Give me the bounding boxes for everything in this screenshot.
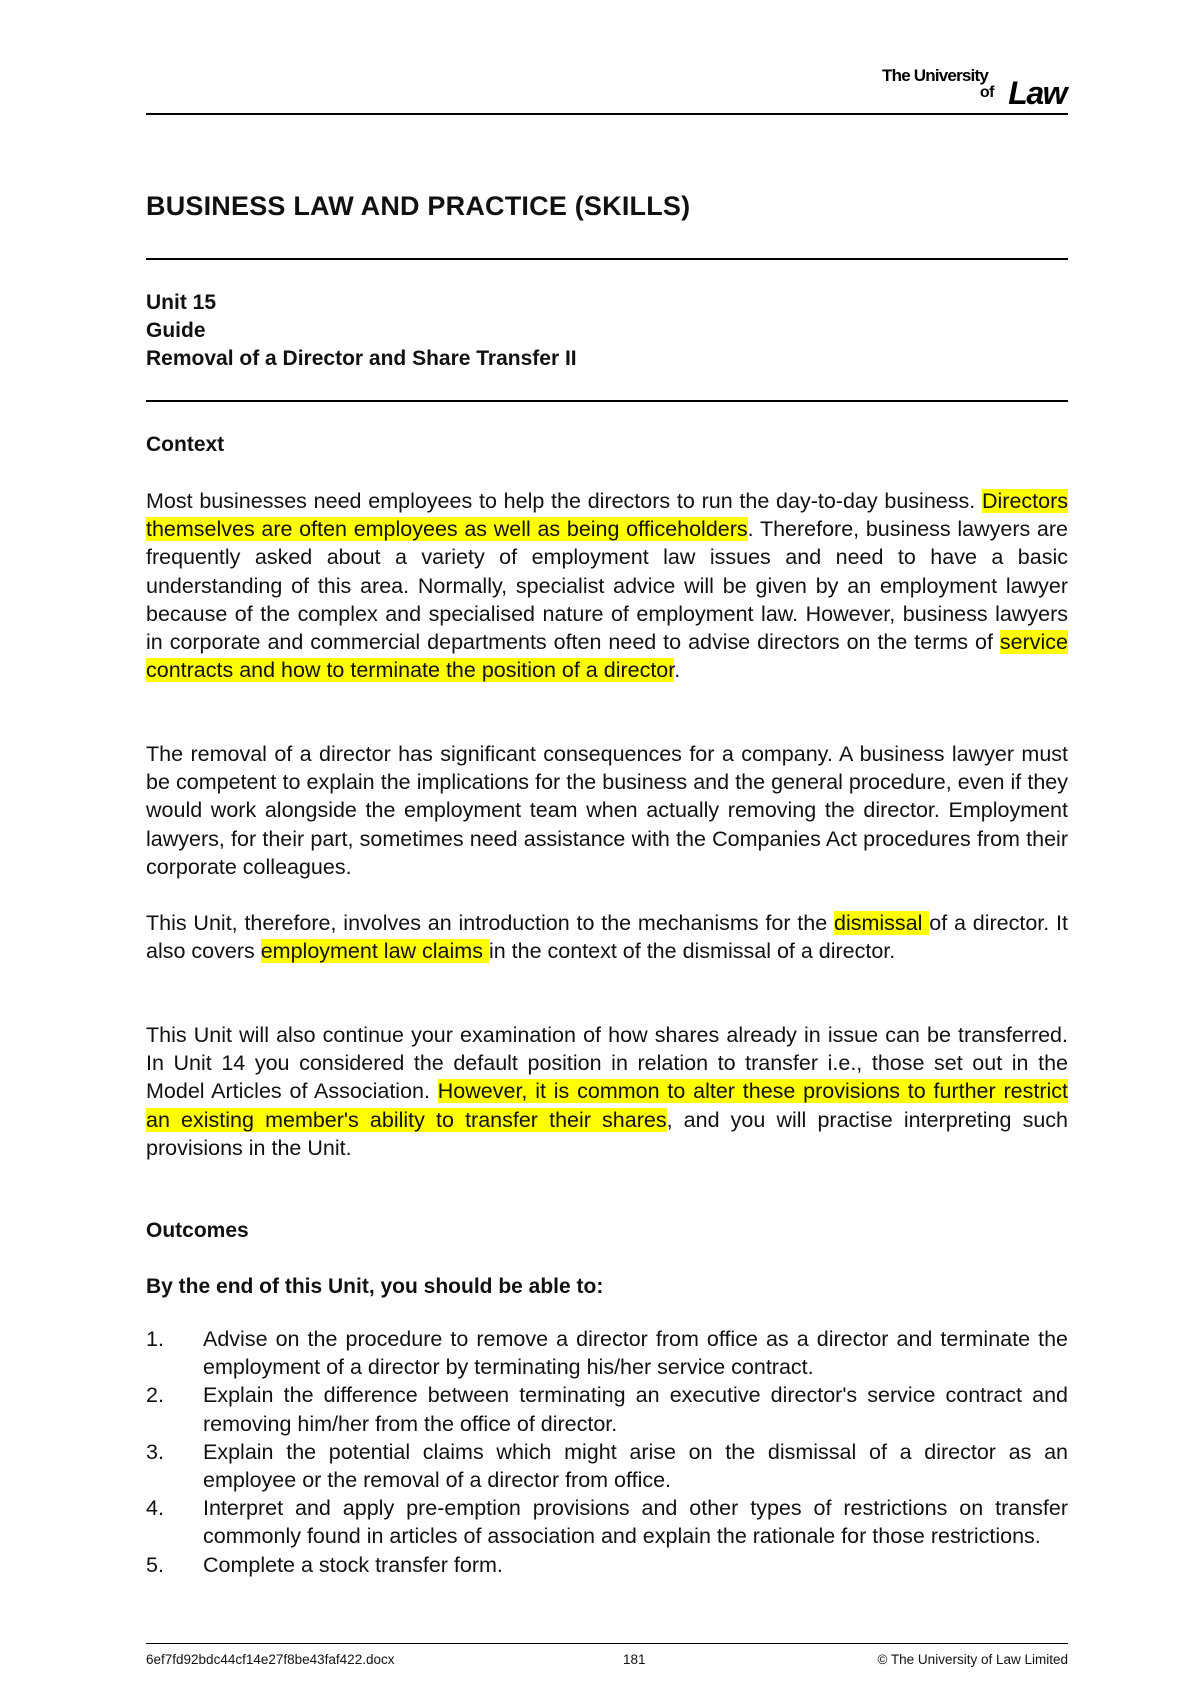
- list-item: [146, 1381, 1068, 1437]
- university-of-law-logo: [866, 66, 1066, 111]
- unit-rule: [146, 400, 1068, 402]
- unit-subject: Removal of a Director and Share Transfer II: [146, 347, 577, 370]
- paragraph-text: . Therefore, business lawyers are frequently asked about a variety of employment law issues and need to have a basic understanding of this area. Normally, specialist advice will be given by an employment lawyer because of the complex and specialised nature of employment law. However, business lawyers in corporate and commercial departments often need to advise directors on the terms of: [146, 517, 1068, 655]
- document-title: BUSINESS LAW AND PRACTICE (SKILLS): [146, 191, 691, 221]
- list-item-text: Complete a stock transfer form.: [203, 1552, 503, 1577]
- paragraph-text: This Unit, therefore, involves an introduction to the mechanisms for the: [146, 911, 835, 935]
- title-rule: [146, 258, 1068, 260]
- list-item-text: Advise on the procedure to remove a director from office as a director and terminate the employment of a director by terminating his/her service contract.: [203, 1327, 1068, 1380]
- context-paragraph-1: [146, 487, 1068, 684]
- paragraph-text: of a director. It also covers: [146, 911, 1068, 964]
- highlighted-text: Directors themselves are often employees as well as being officeholders: [146, 489, 1068, 542]
- list-item: [146, 1494, 1068, 1550]
- context-heading: Context: [146, 433, 225, 456]
- outcomes-intro: By the end of this Unit, you should be able to:: [146, 1275, 604, 1298]
- list-item-number: 5.: [146, 1552, 164, 1577]
- list-item-text: Explain the difference between terminating an executive director's service contract and removing him/her from the office of director.: [203, 1383, 1068, 1436]
- list-item-number: 3.: [146, 1439, 164, 1464]
- highlighted-text: However, it is common to alter these provisions to further restrict an existing member's ability to transfer their shares: [146, 1079, 1068, 1132]
- logo-line-university: The University: [882, 66, 988, 85]
- highlighted-text: service contracts and how to terminate the position of a director: [146, 630, 1068, 683]
- outcomes-list: [146, 1325, 1068, 1579]
- list-item-number: 4.: [146, 1496, 164, 1521]
- list-item: [146, 1438, 1068, 1494]
- context-paragraph-4: [146, 1021, 1068, 1162]
- list-item-text: Interpret and apply pre-emption provisions and other types of restrictions on transfer commonly found in articles of association and explain the rationale for those restrictions.: [203, 1496, 1068, 1549]
- unit-type: Guide: [146, 319, 206, 342]
- highlighted-text: employment law claims: [260, 939, 489, 964]
- paragraph-text: in the context of the dismissal of a director.: [488, 939, 896, 964]
- list-item-text: Explain the potential claims which might arise on the dismissal of a director as an employee or the removal of a director from office.: [203, 1439, 1068, 1493]
- context-paragraph-2: The removal of a director has significant consequences for a company. A business lawyer must be competent to explain the implications for the business and the general procedure, even if they would work alongside the employment team when actually removing the director. Employment lawyers, for their part, sometimes need assistance with the Companies Act procedures from their corporate colleagues.: [146, 742, 1068, 879]
- list-item-number: 2.: [146, 1383, 164, 1408]
- outcomes-heading: Outcomes: [146, 1219, 249, 1242]
- paragraph-text: , and you will practise interpreting such provisions in the Unit.: [146, 1107, 1068, 1160]
- list-item: [146, 1551, 1068, 1579]
- footer-page-number: 181: [623, 1652, 646, 1667]
- footer-rule: [146, 1643, 1068, 1644]
- paragraph-text: .: [674, 658, 681, 683]
- paragraph-text: This Unit will also continue your examination of how shares already in issue can be transferred. In Unit 14 you considered the default position in relation to transfer i.e., those set out in the Model Articles of Association.: [146, 1023, 1068, 1104]
- highlighted-text: dismissal: [834, 911, 930, 935]
- footer-copyright: © The University of Law Limited: [877, 1652, 1068, 1667]
- list-item: [146, 1325, 1068, 1381]
- header-rule: [146, 113, 1068, 115]
- unit-info: [146, 289, 577, 373]
- logo-line-of: of: [979, 84, 994, 101]
- list-item-number: 1.: [146, 1327, 164, 1351]
- paragraph-text: Most businesses need employees to help the directors to run the day-to-day business.: [146, 489, 982, 513]
- context-paragraph-3: [146, 909, 1068, 965]
- logo-line-law: Law: [1008, 75, 1066, 111]
- footer-filename: 6ef7fd92bdc44cf14e27f8be43faf422.docx: [146, 1652, 395, 1667]
- unit-number: Unit 15: [146, 291, 217, 314]
